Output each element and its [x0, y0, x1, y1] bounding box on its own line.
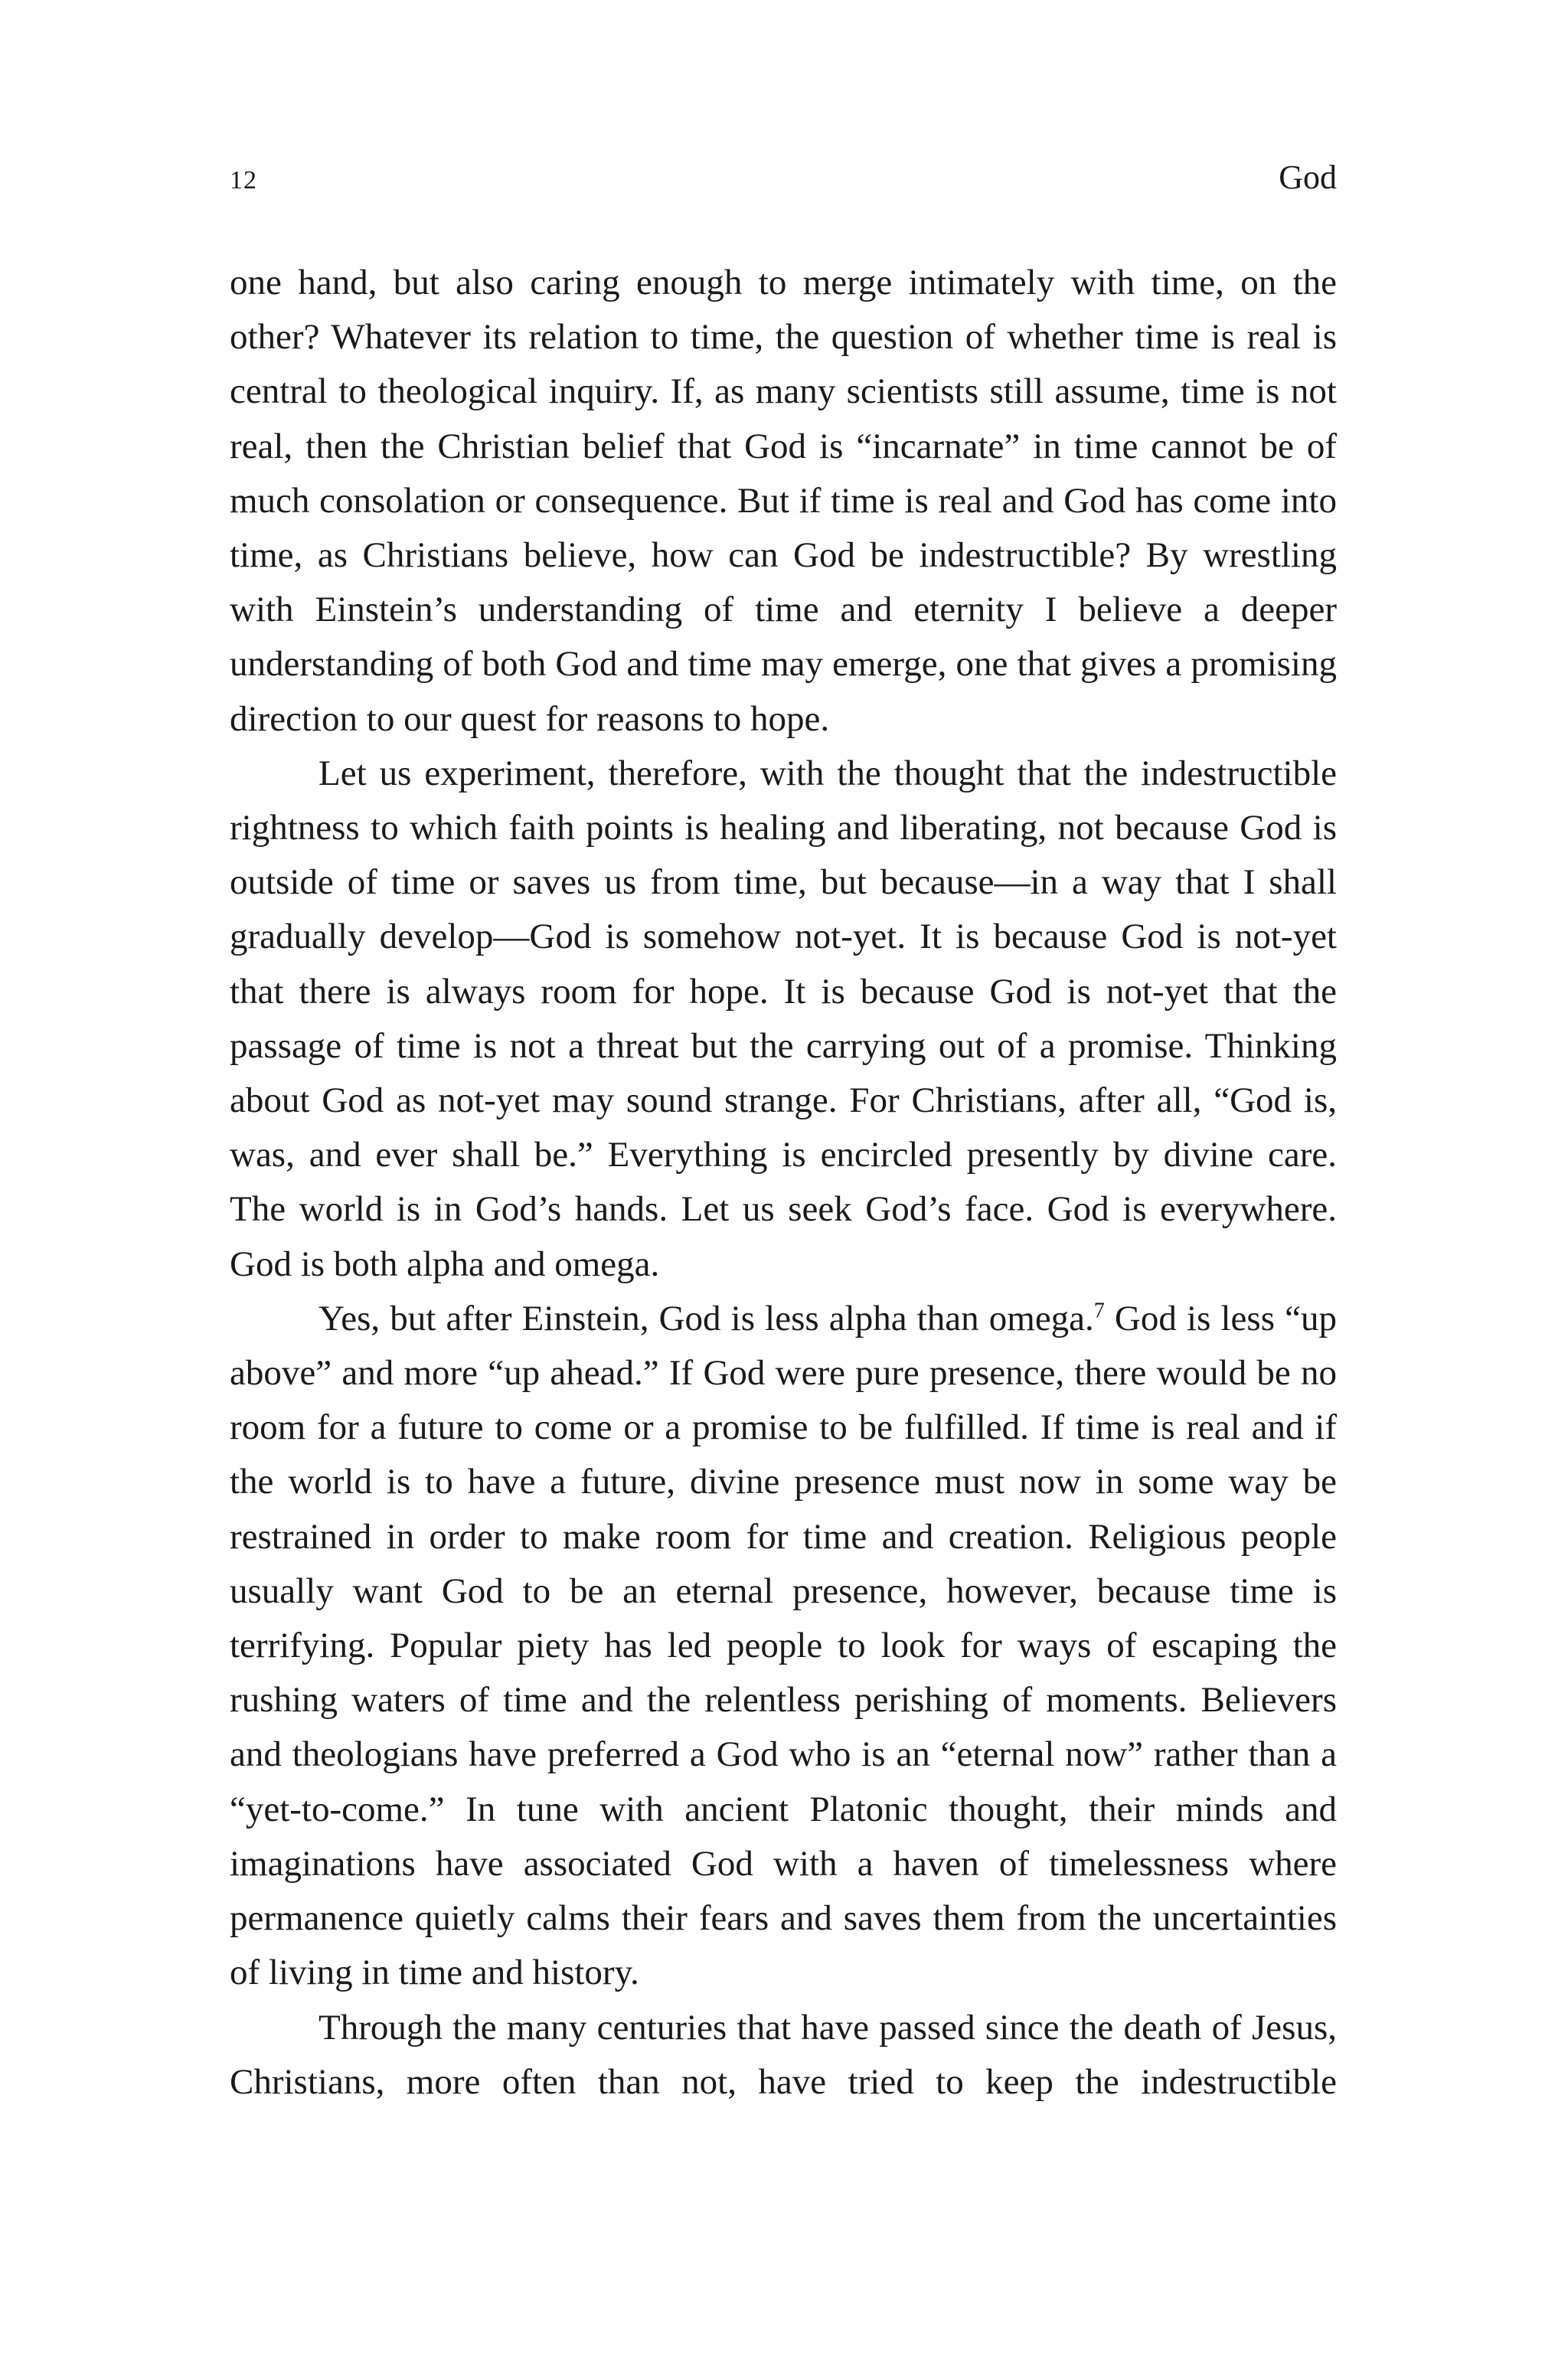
footnote-reference[interactable]: 7	[1093, 1299, 1105, 1323]
paragraph-3-rest: God is less “up above” and more “up ahead.” If God were pure presence, there would be no room for a future to come or a promise to be fulfilled. If time is real and if the world is to have a future, divine presence must now in some way be restrained in order to make room for time and creation. Religious people usually want God to be an eternal presence, however, because time is terrifying. Popular piety has led people to look for ways of escaping the rushing waters of time and the relentless perishing of moments. Believers and theologians have preferred a God who is an “eternal now” rather than a “yet-to-come.” In tune with ancient Platonic thought, their minds and imaginations have associated God with a haven of timelessness where permanence quietly calms their fears and saves them from the uncertainties of living in time and history.	[230, 1298, 1337, 1993]
running-head	[230, 158, 1337, 204]
paragraph-3-lead: Yes, but after Einstein, God is less alpha than omega.	[318, 1298, 1094, 1338]
page-number: 12	[230, 166, 257, 194]
paragraph-2: Let us experiment, therefore, with the thought that the indestructible rightness to which faith points is healing and liberating, not because God is outside of time or saves us from time, but because—in a way that I shall gradually develop—God is somehow not-yet. It is because God is not-yet that there is always room for hope. It is because God is not-yet that the passage of time is not a threat but the carrying out of a promise. Thinking about God as not-yet may sound strange. For Christians, after all, “God is, was, and ever shall be.” Everything is encircled presently by divine care. The world is in God’s hands. Let us seek God’s face. God is everywhere. God is both alpha and omega.	[230, 753, 1337, 1284]
paragraph-4: Through the many centuries that have passed since the death of Jesus, Christians, more often than not, have tried to keep the indestructible	[230, 2007, 1337, 2102]
paragraph-1: one hand, but also caring enough to merge intimately with time, on the other? Whatever its relation to time, the question of whether time is real is central to theological inquiry. If, as many scientists still assume, time is not real, then the Christian belief that God is “incarnate” in time cannot be of much consolation or consequence. But if time is real and God has come into time, as Christians believe, how can God be indestructible? By wrestling with Einstein’s understanding of time and eternity I believe a deeper understanding of both God and time may emerge, one that gives a promising direction to our quest for reasons to hope.	[230, 263, 1337, 739]
running-title: God	[1279, 159, 1337, 196]
body-text	[230, 256, 1337, 2110]
paragraph-3	[230, 1292, 1337, 2001]
